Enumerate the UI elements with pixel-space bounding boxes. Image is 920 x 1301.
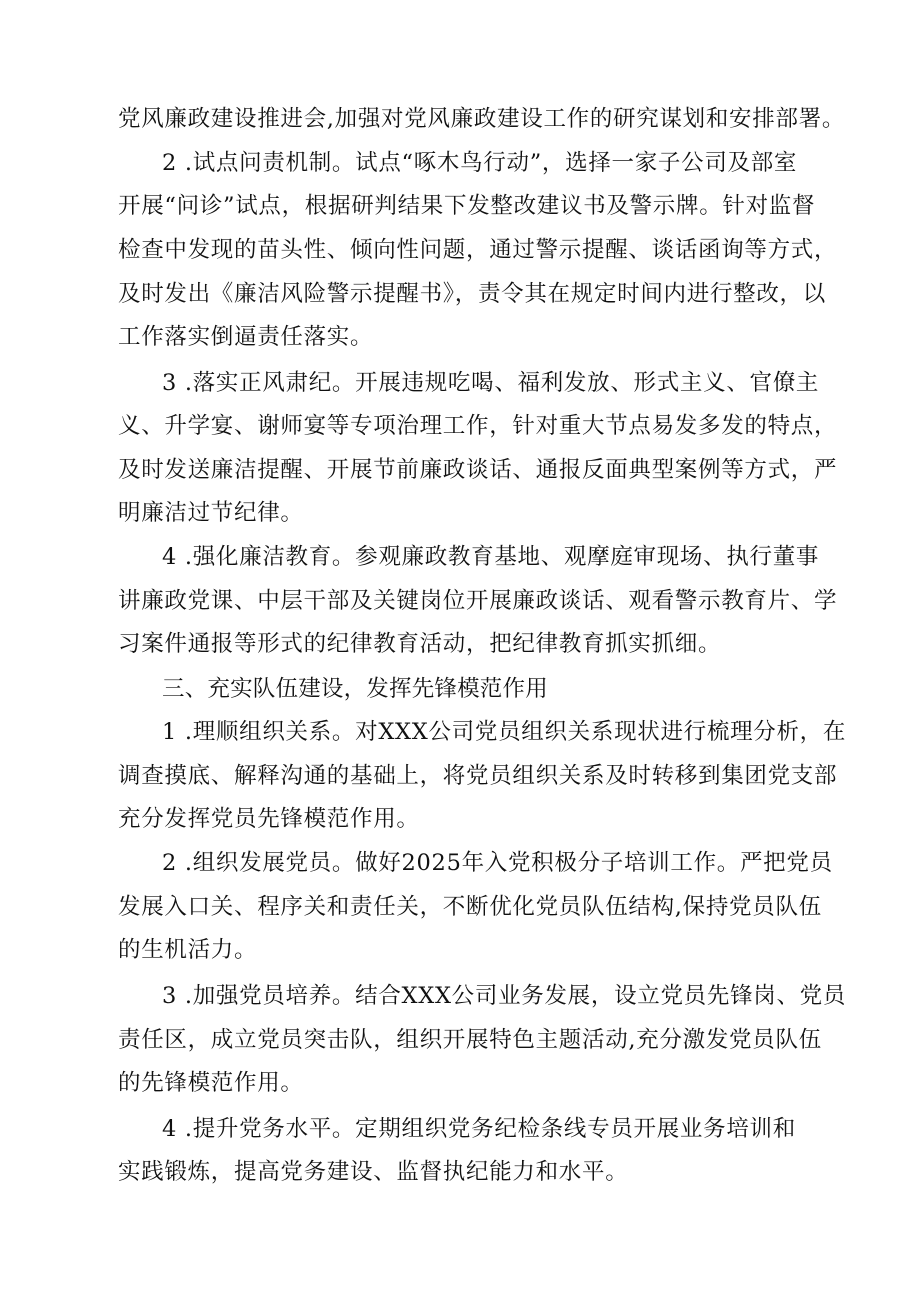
paragraph-line: 检查中发现的苗头性、倾向性问题，通过警示提醒、谈话函询等方式，: [118, 237, 838, 263]
paragraph-line: 义、升学宴、谢师宴等专项治理工作，针对重大节点易发多发的特点，: [118, 413, 838, 439]
paragraph-line: 讲廉政党课、中层干部及关键岗位开展廉政谈话、观看警示教育片、学: [118, 588, 838, 614]
item-heading-line: 3 .落实正风肃纪。开展违规吃喝、福利发放、形式主义、官僚主: [162, 370, 820, 396]
paragraph-line: 调查摸底、解释沟通的基础上，将党员组织关系及时转移到集团党支部: [118, 763, 838, 789]
paragraph-line: 开展“问诊”试点，根据研判结果下发整改建议书及警示牌。针对监督: [118, 193, 816, 219]
paragraph-line: 工作落实倒逼责任落实。: [118, 324, 374, 350]
item-heading-line: 2 .组织发展党员。做好2025年入党积极分子培训工作。严把党员: [162, 850, 833, 876]
paragraph-line: 发展入口关、程序关和责任关，不断优化党员队伍结构,保持党员队伍: [118, 894, 822, 920]
paragraph-line: 习案件通报等形式的纪律教育活动，把纪律教育抓实抓细。: [118, 631, 722, 657]
item-heading-line: 4 .强化廉洁教育。参观廉政教育基地、观摩庭审现场、执行董事: [162, 544, 820, 570]
paragraph-line: 实践锻炼，提高党务建设、监督执纪能力和水平。: [118, 1159, 629, 1185]
paragraph-line: 党风廉政建设推进会,加强对党风廉政建设工作的研究谋划和安排部署。: [118, 106, 846, 132]
paragraph-line: 明廉洁过节纪律。: [118, 500, 304, 526]
paragraph-line: 充分发挥党员先锋模范作用。: [118, 806, 420, 832]
item-heading-line: 1 .理顺组织关系。对XXX公司党员组织关系现状进行梳理分析，在: [162, 719, 847, 745]
paragraph-line: 及时发送廉洁提醒、开展节前廉政谈话、通报反面典型案例等方式，严: [118, 457, 838, 483]
section-heading: 三、充实队伍建设，发挥先锋模范作用: [162, 676, 548, 702]
item-heading-line: 2 .试点问责机制。试点“啄木鸟行动”，选择一家子公司及部室: [162, 150, 798, 176]
paragraph-line: 及时发出《廉洁风险警示提醒书》，责令其在规定时间内进行整改，以: [118, 281, 826, 307]
paragraph-line: 责任区，成立党员突击队，组织开展特色主题活动,充分激发党员队伍: [118, 1027, 822, 1053]
item-heading-line: 4 .提升党务水平。定期组织党务纪检条线专员开展业务培训和: [162, 1116, 796, 1142]
paragraph-line: 的生机活力。: [118, 937, 258, 963]
paragraph-line: 的先锋模范作用。: [118, 1070, 304, 1096]
item-heading-line: 3 .加强党员培养。结合XXX公司业务发展，设立党员先锋岗、党员: [162, 983, 847, 1009]
